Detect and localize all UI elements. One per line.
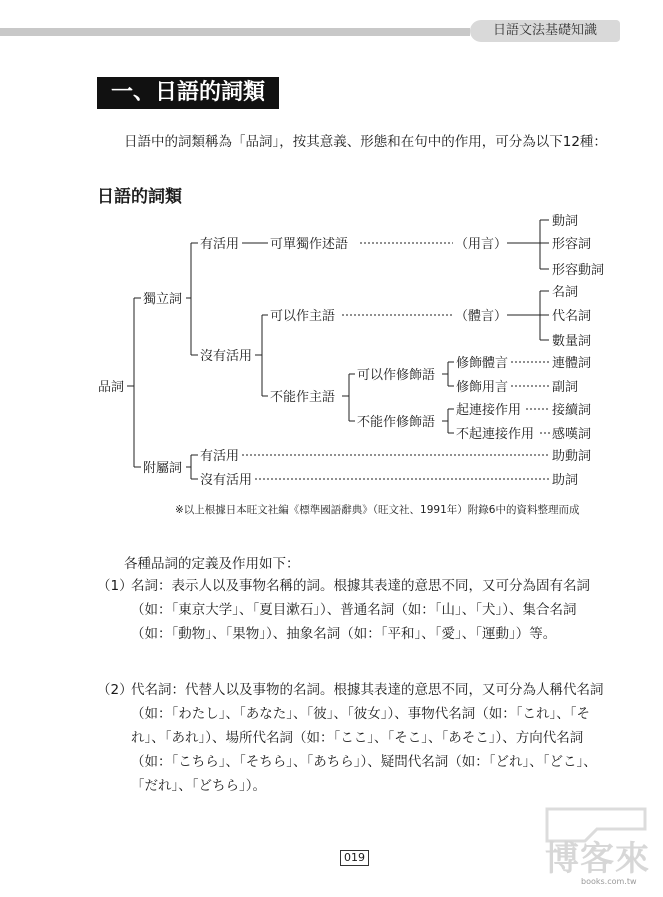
tree-aux-yes: 有活用 [200, 449, 240, 464]
pos-adjectival-verb: 形容動詞 [552, 263, 605, 278]
section-title: 一、日語的詞類 [97, 77, 279, 109]
definition-label: （2） [97, 682, 133, 698]
tree-yougen: （用言） [455, 237, 508, 252]
tree-independent: 獨立詞 [143, 292, 183, 307]
pos-interjection: 感嘆詞 [552, 427, 592, 442]
pos-adjective: 形容詞 [552, 237, 592, 252]
tree-auxiliary: 附屬詞 [143, 461, 183, 476]
tree-cannot-modify: 不能作修飾語 [357, 415, 436, 430]
definition-text: 名詞：表示人以及事物名稱的詞。根據其表達的意思不同，又可分為固有名詞（如：「東京大学」、「夏目漱石」）、普通名詞（如：「山」、「犬」）、集合名詞（如：「動物」、「果物」）、抽象名詞（如：「平和」、「愛」、「運動」）等。 [131, 578, 590, 642]
tree-can-modify: 可以作修飾語 [357, 368, 436, 383]
pos-noun: 名詞 [552, 285, 579, 300]
tree-not-subject: 不能作主語 [270, 390, 336, 405]
header-bar [0, 28, 470, 36]
watermark-url: books.com.tw [581, 877, 637, 886]
pos-verb: 動詞 [552, 214, 579, 229]
tree-conj-yes: 有活用 [200, 237, 240, 252]
tree-as-subject: 可以作主語 [270, 309, 336, 324]
source-note: ※以上根據日本旺文社編《標準國語辭典》（旺文社、1991年）附錄6中的資料整理而成 [175, 504, 580, 516]
pos-adnominal: 連體詞 [552, 356, 592, 371]
tree-aux-no: 沒有活用 [200, 473, 253, 488]
pos-adverb: 副詞 [552, 380, 579, 395]
pos-conjunction: 接續詞 [552, 403, 592, 418]
pos-particle: 助詞 [552, 473, 579, 488]
book-title-tab: 日語文法基礎知識 [470, 20, 620, 42]
intro-paragraph: 日語中的詞類稱為「品詞」，按其意義、形態和在句中的作用，可分為以下12種： [124, 134, 607, 150]
definition-noun [97, 574, 607, 646]
tree-conj-no: 沒有活用 [200, 349, 253, 364]
watermark-text: 博客來 [545, 839, 650, 879]
definition-label: （1） [97, 578, 133, 594]
pos-aux-verb: 助動詞 [552, 449, 592, 464]
definition-pronoun [97, 678, 607, 798]
tree-predicate-alone: 可單獨作述語 [270, 237, 349, 252]
tree-mod-pred: 修飾用言 [456, 380, 509, 395]
tree-non-connective: 不起連接作用 [456, 427, 535, 442]
tree-taigen: （體言） [455, 309, 508, 324]
page-number: 019 [340, 850, 369, 866]
subtitle: 日語的詞類 [97, 187, 182, 207]
pos-numeral: 數量詞 [552, 334, 592, 349]
tree-connective: 起連接作用 [456, 403, 522, 418]
definition-text: 代名詞：代替人以及事物的名詞。根據其表達的意思不同，又可分為人稱代名詞（如：「わたし」、「あなた」、「彼」、「彼女」）、事物代名詞（如：「これ」、「それ」、「あれ」）、場所代名詞（如：「ここ」、「そこ」、「あそこ」）、方向代名詞（如：「こちら」、「そちら」、「あちら」）、疑問代名詞（如：「どれ」、「どこ」、「だれ」、「どちら」）。 [131, 682, 604, 794]
pos-pronoun: 代名詞 [552, 309, 592, 324]
tree-root: 品詞 [98, 380, 125, 395]
watermark-logo [537, 803, 655, 893]
definitions-intro: 各種品詞的定義及作用如下： [124, 556, 300, 572]
tree-mod-noun: 修飾體言 [456, 356, 509, 371]
parts-of-speech-tree [0, 200, 663, 500]
